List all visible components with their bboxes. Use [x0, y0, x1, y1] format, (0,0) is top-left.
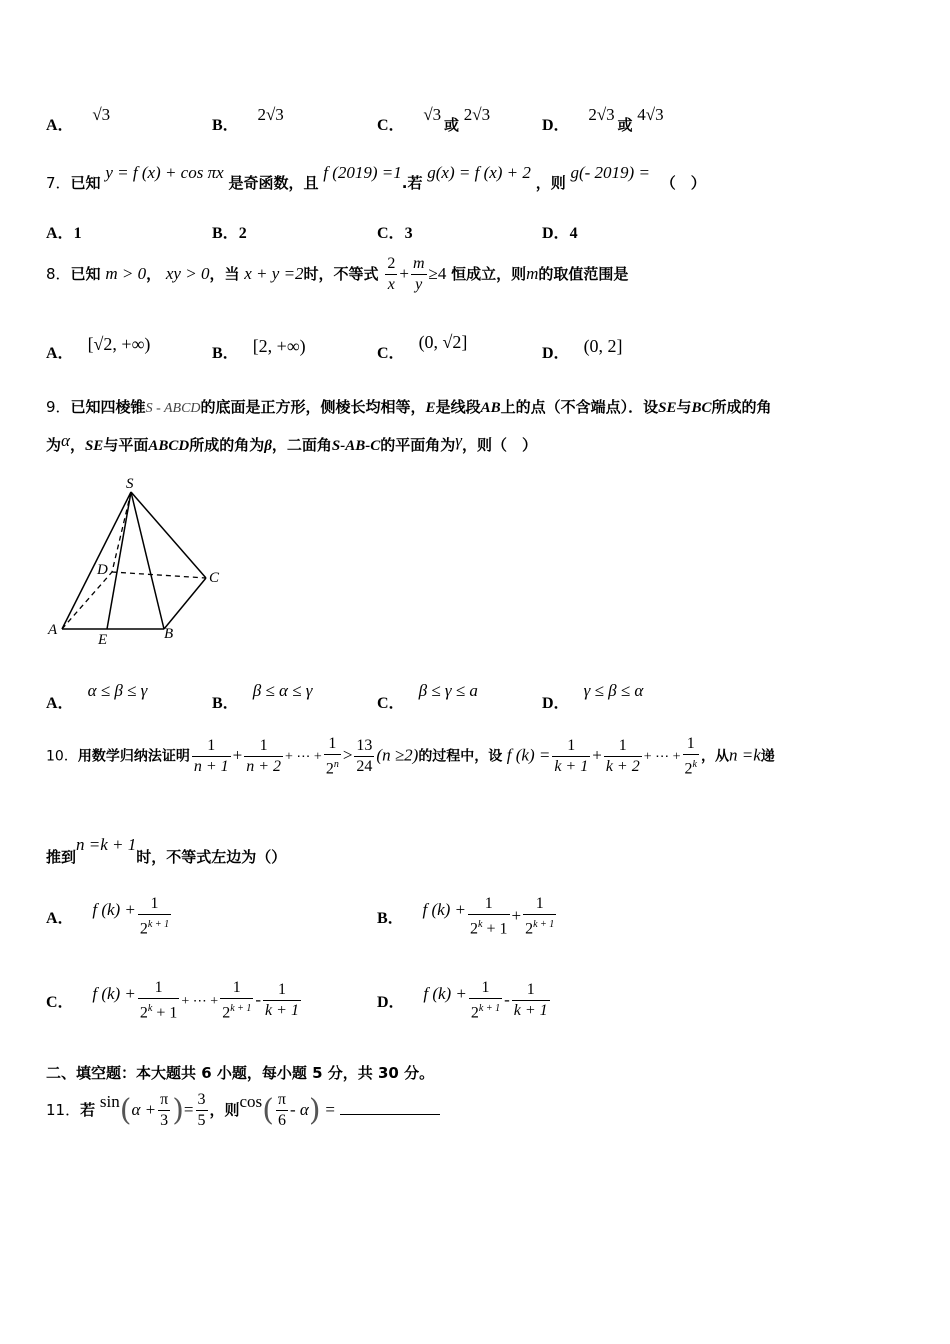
q6-option-c: C． √3 或 2√3 — [377, 105, 491, 134]
q8-stem: 8．已知 m > 0， xy > 0，当 x + y =2时，不等式 $\frac{2}{x}$ + $\frac{m}{y}$ ≥4 恒成立，则m的取值范围是 — [46, 255, 629, 293]
edge-sb — [131, 492, 164, 629]
edge-sd-hidden — [112, 492, 131, 572]
q10-option-c: C． f (k) + $\frac{1}{2^k + 1}$ + ⋯ + $\frac{1}{2^{k + 1}}$ - $\frac{1}{k + 1}$ — [46, 979, 299, 1022]
q10-frac-1: $\frac{1}{n + 1}$ — [193, 737, 229, 776]
edge-se — [107, 492, 131, 629]
q7-option-a: A．1 — [46, 225, 82, 242]
label-d: D — [97, 562, 108, 578]
section-2-title: 二、填空题：本大题共 6 小题，每小题 5 分，共 30 分。 — [46, 1064, 435, 1082]
q10-frac-5: $\frac{1}{k + 1}$ — [554, 737, 589, 776]
label-c: C — [209, 570, 220, 586]
q6-option-b: B． 2√3 — [212, 105, 284, 134]
q7-option-c: C．3 — [377, 225, 413, 242]
q9-stem-line1: 9．已知四棱锥S - ABCD的底面是正方形，侧棱长均相等，E是线段AB上的点（不含端点）．设SE与BC所成的角 — [46, 398, 772, 416]
q10-option-b: B． f (k) + $\frac{1}{2^k + 1}$ + $\frac{1}{2^{k + 1}}$ — [377, 895, 555, 938]
q8-frac-2-over-x: $\frac{2}{x}$ — [387, 255, 396, 293]
q8-option-d: D． (0, 2] — [542, 336, 623, 362]
q10-option-d: D． f (k) + $\frac{1}{2^{k + 1}}$ - $\frac{1}{k + 1}$ — [377, 979, 548, 1022]
q8-option-a: A． [√2, +∞) — [46, 334, 151, 362]
q9-option-b: B．β ≤ α ≤ γ — [212, 681, 313, 712]
q10-frac-2: $\frac{1}{n + 2}$ — [246, 737, 282, 776]
q8-option-c: C．(0, √2] — [377, 332, 468, 362]
q10-stem-line2: 推到n =k + 1时，不等式左边为（） — [46, 835, 287, 866]
label-e: E — [98, 632, 108, 648]
q9-option-c: C．β ≤ γ ≤ a — [377, 681, 478, 712]
q10-stem-line1: 10．用数学归纳法证明 $\frac{1}{n + 1}$ + $\frac{1}{n + 2}$ + ⋯ + $\frac{1}{2^n}$ > $\frac{13}{24}$ (n ≥2)的过程中，设 f (k) = $\frac{1}{k + 1}$ + $\frac{1}{k + 2}$ + ⋯ + $\frac{1}{2^k}$ ，从n =k递 — [46, 735, 775, 778]
q10-option-a: A． f (k) + $\frac{1}{2^{k + 1}}$ — [46, 895, 170, 938]
q9-option-a: A．α ≤ β ≤ γ — [46, 681, 148, 712]
label-s: S — [126, 476, 134, 492]
q7-stem: 7．已知 y = f (x) + cos πx 是奇函数，且 f (2019) =1.若 g(x) = f (x) + 2 ，则 g(- 2019) = （ ） — [46, 163, 706, 192]
q11-stem: 11．若 sin(α + $\frac{\pi}{3}$ )= $\frac{3}{5}$ ，则cos( $\frac{\pi}{6}$ - α) = — [46, 1090, 440, 1131]
q6-option-d: D． 2√3 或 4√3 — [542, 105, 664, 134]
q9-stem-line2: 为α，SE与平面ABCD所成的角为β，二面角S-AB-C的平面角为γ，则（ ） — [46, 431, 538, 454]
label-b: B — [164, 626, 174, 642]
q10-frac-4: $\frac{13}{24}$ — [356, 737, 373, 776]
label-a: A — [48, 622, 58, 638]
q10-frac-6: $\frac{1}{k + 2}$ — [605, 737, 640, 776]
q11-answer-blank[interactable] — [340, 1100, 440, 1115]
q7-option-d: D．4 — [542, 225, 578, 242]
edge-dc-hidden — [112, 572, 206, 578]
q10-frac-3: $\frac{1}{2^n}$ — [325, 735, 339, 778]
q9-option-d: D．γ ≤ β ≤ α — [542, 681, 644, 712]
q6-option-a: A． √3 — [46, 105, 111, 134]
pyramid-figure — [40, 472, 240, 652]
q8-option-b: B． [2, +∞) — [212, 336, 306, 362]
q8-frac-m-over-y: $\frac{m}{y}$ — [412, 255, 425, 293]
edge-sc — [131, 492, 206, 578]
q7-option-b: B．2 — [212, 225, 247, 242]
q10-frac-7: $\frac{1}{2^k}$ — [684, 735, 697, 778]
edge-bc — [164, 578, 206, 629]
edge-sa — [62, 492, 131, 629]
